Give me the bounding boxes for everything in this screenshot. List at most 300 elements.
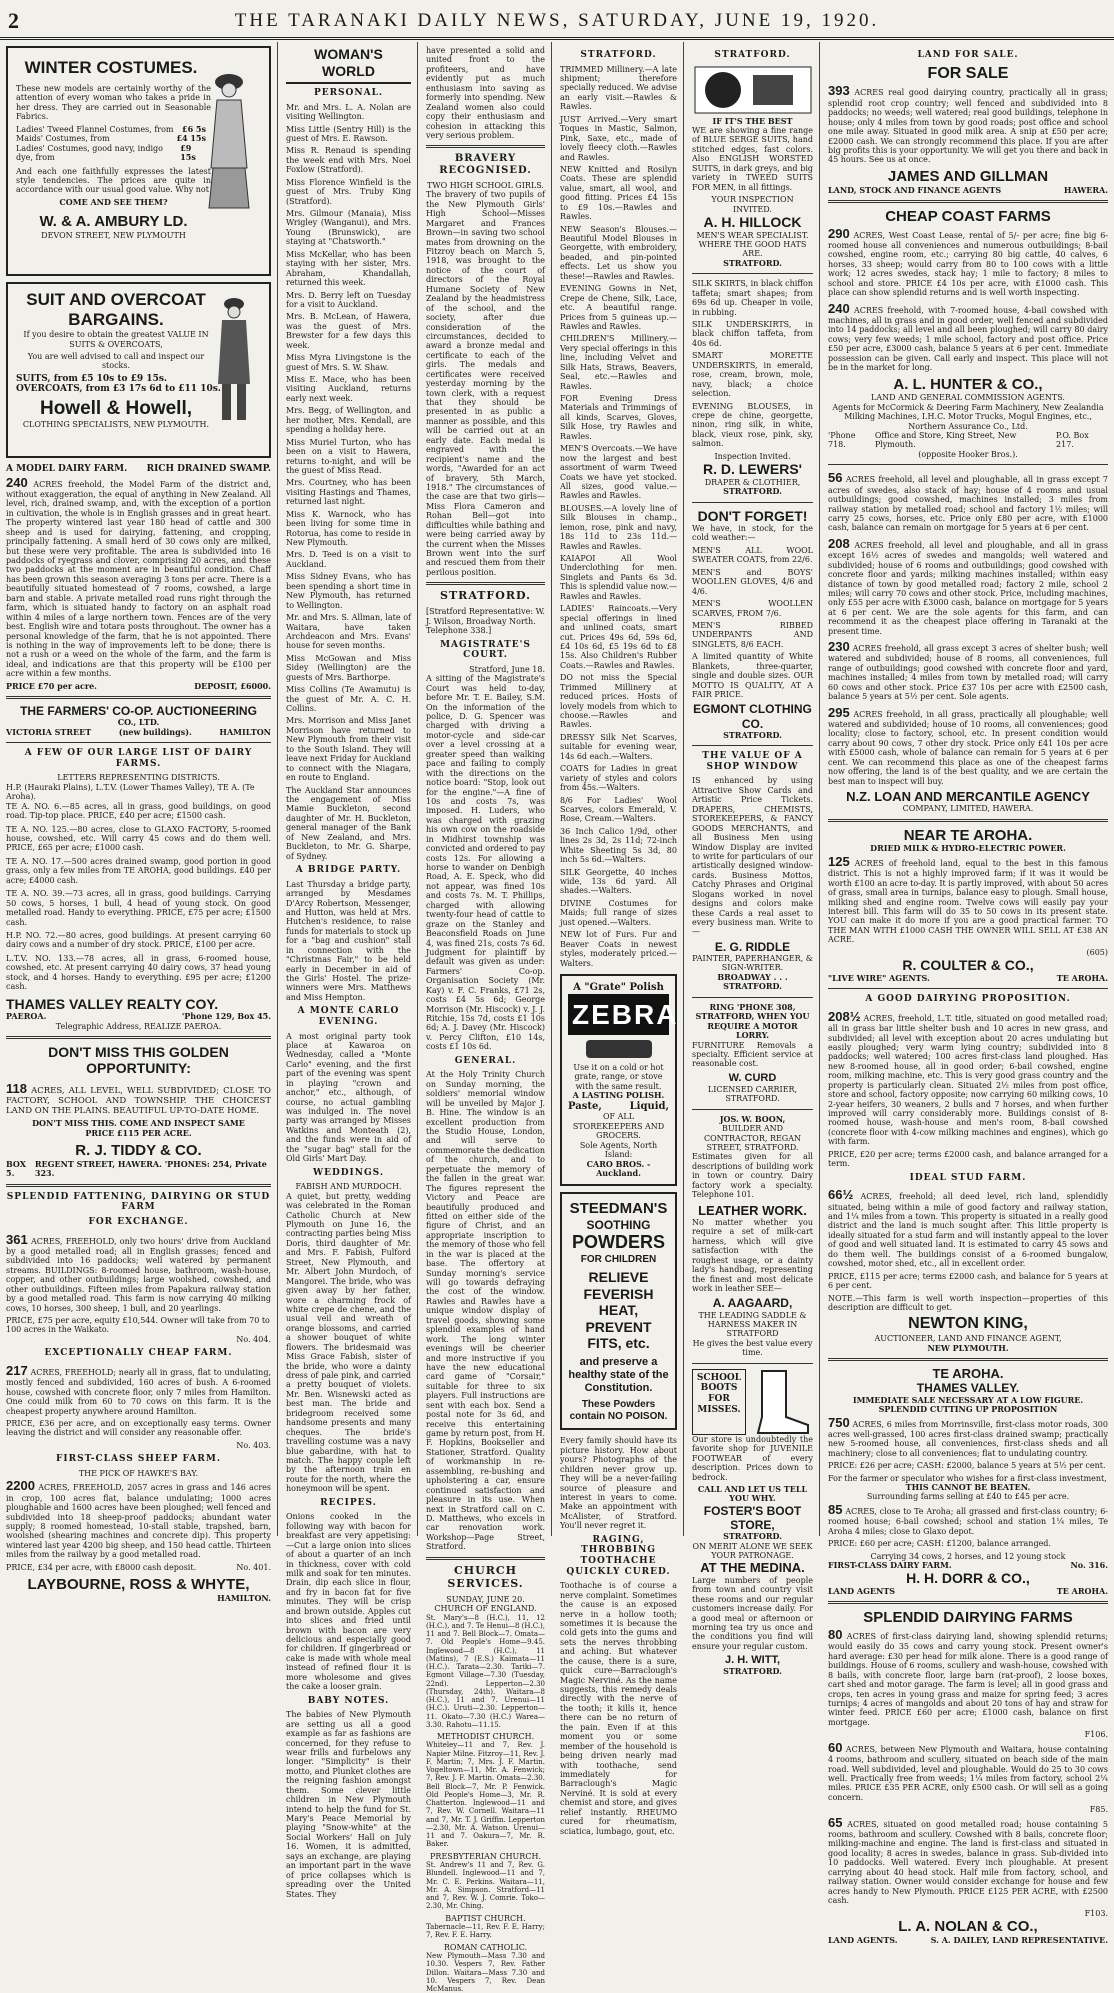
hunter-opp: (opposite Hooker Bros.).	[918, 449, 1018, 459]
steed-name: STEEDMAN'S	[569, 1200, 668, 1218]
tiddy-addr: REGENT STREET, HAWERA. 'PHONES: 254, Private 323.	[34, 1158, 267, 1179]
classified-item: NEW lot of Furs. Fur and Beaver Coats in newest styles, moderately priced.—Walters.	[560, 930, 677, 968]
listing-290: 290 ACRES, West Coast Lease, rental of 5/- per acre; fine big 6-roomed house all conveniences and numerous outbuildings; 8-bail cowshed, engine room, etc.; carrying 80 big cattle, 40 calves, 6 horses, 33 sheep; would carry from 80 to 100 cows with a little work; 12 acres swedes, stack hay; 1 mile to factory; 8 miles to school and store. PRICE £4 10s per acre, with £1000 cash. This place can show splendid returns and is well worth inspecting.	[828, 225, 1109, 298]
hunter-phone: 'Phone 718.	[828, 431, 856, 450]
listing-60: 60 ACRES, between New Plymouth and Waitara, house containing 4 rooms, bathroom and scullery, situated on beach side of the main road. Well subdivided, level and ploughable. Would do 25 to 30 cows well. Practically free from weeds; 1¼ miles from factory, school 2¼ miles. PRICE £35 PER ACRE, only £500 cash. Or will sell as a going concern.	[828, 1739, 1108, 1802]
golden-price: PRICE £115 PER ACRE.	[85, 1127, 192, 1138]
listing-295: 295 ACRES freehold, in all grass, practically all ploughable; well watered and subdivided; house of 10 rooms, all conveniences; good locality; close to factory, school, etc. In present condition would carry about 90 cows, 7 other dry stock. Price only £41 10s per acre with £5000 cash, whole of balance can remain for 5 years at 6 per cent. We can recommend this place as one of the cheapest farms now offering, the land is of the best quality, and we are certain the best man to inspect will buy.	[828, 704, 1108, 786]
personal-item: Mrs. D. Teed is on a visit to Auckland.	[286, 550, 411, 569]
window-heading: THE VALUE OF A SHOP WINDOW	[702, 751, 803, 772]
cont-text: have presented a solid and united front to the profiteers, and have evidently put as much enthusiasm into saving as formerly into spending. New Zealand women also could copy their enthusiasm and cohesion in attacking this very serious problem.	[426, 46, 545, 140]
eng-text: St. Mary's—8 (H.C.), 11, 12 (H.C.), and 7. Te Henui—8 (H.C.), 11 and 7. Bell Block—7. Omata—7. Old People's Home—9.45. Inglewood—8 (H.C.), 11 (Matins), 7 (E.S.) Kaimata—11 (H.C.). Tarata—2.30. Tariki—7. Egmont Village—7.30 (Tuesday, 22nd). Lepperton—2.30 (Thursday, 24th). Waitara—8 (H.C.), 11 and 7. Urenui—11 (H.C.). Uruti—2.30. Lepperton—11. Okato—7.30 (H.C.) Warea—3.30. Rahotu—11.15.	[426, 1613, 545, 1729]
polish-tin-image	[584, 1038, 654, 1060]
forget-item: MEN'S WOOLLEN SCARVES, FROM 7/6.	[692, 599, 813, 618]
forget-item: MEN'S and BOYS' WOOLLEN GLOVES, 4/6 and 4/6.	[692, 567, 813, 596]
personal-item: Mrs. Gilmour (Manaia), Miss Wrigley (Wanganui), and Mrs. Young (Brunswick), are staying at "Chatsworth."	[286, 209, 411, 247]
lewers-inspect: Inspection Invited.	[714, 451, 791, 461]
bridge-heading: A BRIDGE PARTY.	[295, 865, 402, 876]
boon-text: Estimates given for all descriptions of building work in town or country. Dairy factory work a specialty. Telephone 101.	[692, 1152, 813, 1200]
egmont-firm: EGMONT CLOTHING CO.	[693, 702, 812, 731]
stratford-heading-3: STRATFORD.	[714, 50, 791, 60]
fatten-price: PRICE, £75 per acre, equity £10,544. Owner will take from 70 to 100 acres in the Waikato.	[6, 1316, 270, 1335]
foster-town: STRATFORD.	[723, 1531, 782, 1542]
court-text: A sitting of the Magistrate's Court was held to-day, before Mr. T. E. Bailey, S.M. On the information of the police, D. G. Spencer was charged with driving a motor-cycle and side-car over a level crossing at a greater speed than walking pace and failing to comply with the directions on the notice board: "Stop, look out for the engine."—A fine of 10s and costs 7s, was imposed. H. Luders, who was charged with grazing his own cow on the roadside in Midhirst township was convicted and ordered to pay costs 12s. For allowing a horse to wander on Denbigh Road, A. E. Speck, who did not appear, was fined 10s and costs 7s. M. T. Phillips, charged with allowing twenty-four head of cattle to graze on the Stanley and Beaconsfield Roads on June 4, was fined 21s, costs 7s 6d. Judgment for plaintiff by default was given as under: Farmers' Co-op. Organisation Society (Mr. Kay) v. F. C. Franks, £71 2s, costs £4 5s 6d; George Morrison (Mr. Hiscock) v. J. J. Ritchie, 15s 7d, costs £1 10s 6d; A. J. Davey (Mr. Hiscock) v. Percy Clifton, £10 14s, costs £1 10s 6d.	[426, 674, 545, 1052]
aroha-heading: NEAR TE AROHA.	[903, 826, 1033, 844]
stratford-heading: STRATFORD.	[440, 589, 531, 603]
listing-80: 80 ACRES of first-class dairying land, showing splendid returns; would easily do 35 cows and carry young stock. Present owner's hard average: £30 per head for milk alone. There is a good range of buildings. House of 6 rooms, scullery and wash-house, cowshed with 8 bails, with concrete floor, large barn (rat-proof), 2 loose boxes, cart shed and motor garage. The farm is level; all in good grass and crops, ten acres in young grass and maize for spring feed; 3 acres turnips; 4 acres of mangolds and about 20 tons of hay and straw for winter feed. PRICE £60 per acre; £1000 cash, balance on first mortgage.	[828, 1627, 1108, 1727]
hillock-where: WHERE THE GOOD HATS ARE.	[698, 239, 807, 259]
land-heading: LAND FOR SALE.	[917, 50, 1019, 60]
personal-heading: PERSONAL.	[313, 88, 384, 99]
nolan-sub: LAND AGENTS.	[828, 1934, 898, 1945]
listing-240: 240 ACRES freehold, with 7-roomed house, 4-bail cowshed with machines, all in grass and in good order, well fenced and subdivided into 14 paddocks; all level and all been ploughed; will carry 80 dairy cows; very few weeds; 1 mile school, factory and post office. Price £50 per acre, £3000 cash, balance 5 years at 6 per cent. Immediate possession can be given. Call early and inspect. This place will not be in the market for long.	[828, 300, 1108, 373]
ring-text: RING 'PHONE 308, STRATFORD, WHEN YOU REQUIRE A MOTOR LORRY.	[695, 1001, 810, 1041]
aroha-sub: DRIED MILK & HYDRO-ELECTRIC POWER.	[870, 843, 1066, 854]
womans-world-title: WOMAN'S WORLD	[286, 46, 411, 84]
surround-text: Surrounding farms selling at £40 to £45 per acre.	[866, 1492, 1070, 1502]
column-4	[554, 42, 684, 1836]
suit-intro-2: You are well advised to call and inspect our stocks.	[27, 351, 205, 371]
curd-sub: LICENSED CARRIER, STRATFORD.	[707, 1084, 798, 1104]
bridge-text: Last Thursday a bridge party, arranged by Mesdames D'Arcy Robertson, Messenger, and Hutton, was held at Mrs. Hutchen's residence, to raise funds for materials to stock up for a "bag and cushion" stall in connection with the "Christmas Fair," to be held early in December in aid of the Girls' Hostel. The prize-winners were Mrs. Matthews and Miss Hempton.	[286, 879, 411, 1002]
steed-sooth: SOOTHING	[586, 1218, 651, 1233]
farmers-street: VICTORIA STREET	[6, 726, 92, 737]
recipes-heading: RECIPES.	[320, 1497, 377, 1508]
grate-polish-ad	[560, 974, 677, 1186]
dairy-title: A FEW OF OUR LARGE LIST OF DAIRY FARMS.	[24, 748, 253, 769]
golden-title: DON'T MISS THIS GOLDEN	[48, 1043, 229, 1060]
riddle-sub: PAINTER, PAPERHANGER, & SIGN-WRITER.	[692, 954, 813, 973]
column-2	[280, 42, 418, 1899]
cheap-text: 217 ACRES, FREEHOLD; nearly all in grass, flat to undulating, mostly fenced and subdivided, 160 acres of bush. A 6-roomed house, cowshed with concrete floor, only 7 miles from Hamilton. One could milk from 60 to 70 cows on this farm. It is the cheapest property anywhere around Hamilton.	[6, 1362, 271, 1416]
newton-town: NEW PLYMOUTH.	[927, 1342, 1009, 1353]
steed-preserve: and preserve a healthy state of the Constitution.	[568, 1355, 669, 1394]
school-boots-label: SCHOOL BOOTS FOR MISSES.	[692, 1369, 746, 1435]
personal-item: Mrs. Morrison and Miss Janet Morrison have returned to New Plymouth from their visit to the South Island. They will leave next Friday for Auckland to connect with the Niagara, en route to England.	[286, 716, 411, 783]
personal-item: Miss E. Mace, who has been visiting Auckland, returns early next week.	[286, 375, 411, 403]
boots-call: CALL AND LET US TELL YOU WHY.	[697, 1483, 808, 1504]
witt-town: STRATFORD.	[723, 1666, 782, 1677]
riddle-firm: E. G. RIDDLE	[714, 939, 791, 954]
newspaper-title: THE TARANAKI DAILY NEWS, SATURDAY, JUNE 19, 1920.	[234, 10, 880, 31]
hawkes-sub: THE PICK OF HAWKE'S BAY.	[78, 1468, 199, 1478]
nolan-firm: L. A. NOLAN & CO.,	[898, 1917, 1038, 1935]
newton-sub: AUCTIONEER, LAND AND FINANCE AGENT,	[874, 1334, 1062, 1344]
grate-sold: OF ALL STOREKEEPERS AND GROCERS.	[572, 1112, 665, 1141]
farmers-co: CO., LTD.	[117, 717, 160, 728]
personal-item: Miss Florence Winfield is the guest of Mrs. Truby King (Stratford).	[286, 177, 411, 206]
aagaard-sub: THE LEADING SADDLE & HARNESS MAKER IN STRATFORD	[698, 1310, 807, 1339]
forsale-heading: FOR SALE	[927, 64, 1009, 82]
court-heading: MAGISTRATE'S COURT.	[440, 639, 531, 661]
first-class-text: FIRST-CLASS DAIRY FARM.	[828, 1559, 952, 1570]
church-heading: CHURCH SERVICES.	[447, 1563, 524, 1590]
laybourne-town: HAMILTON.	[217, 1592, 271, 1603]
te-aroha-heading: TE AROHA.	[932, 1366, 1004, 1382]
jg-sub: LAND, STOCK AND FINANCE AGENTS	[828, 184, 1002, 195]
dorr-firm: H. H. DORR & CO.,	[906, 1570, 1030, 1587]
model-deposit: DEPOSIT, £6000.	[194, 680, 271, 691]
recipes-text: Onions cooked in the following way with bacon for breakfast are very appetising:—Cut a large onion into slices of about a quarter of an inch in thickness, cover with cold milk and soak for ten minutes. Drain, dip each slice in flour, and fry in bacon fat for five minutes. They will be crisp and brown outside. Apples cut into slices and fried until brown with bacon are very delicious and especially good for children. If gingerbread or cake is made with whole meal instead of refined flour it is more wholesome and gives the cake a looser grain.	[286, 1512, 411, 1692]
photo-ad: Every family should have its picture history. How about yours? Photographs of the children never grow up. They will be a never-failing source of pleasure and interest in years to come. Make an appointment with McAlister, of Stratford. You'll never regret it.	[560, 1436, 677, 1531]
model-head-right: RICH DRAINED SWAMP.	[146, 464, 271, 474]
if-its-best-tag: IF IT'S THE BEST	[712, 115, 793, 126]
forget-item: MEN'S RIBBED UNDERPANTS AND SINGLETS, 8/6 EACH.	[692, 620, 813, 649]
golden-title-2: OPPORTUNITY:	[86, 1060, 191, 1077]
personal-item: Mr. and Mrs. S. Allman, late of Waitara, have taken Archdeacon and Mrs. Evans' house for seven months.	[286, 613, 411, 651]
hawkes-title: FIRST-CLASS SHEEP FARM.	[56, 1454, 221, 1465]
classified-item: MEN'S Overcoats.—We have now the largest and best assortment of warm Tweed Coats we have yet stocked. All sizes, good value.—Rawles and Rawles.	[560, 444, 677, 501]
dairy-item: TE A. NO. 6.—85 acres, all in grass, good buildings, on good road. Tip-top place. PRICE, £40 per acre; £1500 cash.	[6, 801, 271, 821]
farmers-coop-ad	[6, 704, 271, 737]
personal-item: Miss Sidney Evans, who has been spending a short time in New Plymouth, has returned to Wellington.	[286, 572, 411, 610]
foster-firm: FOSTER'S BOOT STORE,	[703, 1503, 802, 1533]
suit-title-2: BARGAINS.	[68, 310, 164, 330]
laybourne-firm: LAYBOURNE, ROSS & WHYTE,	[27, 1576, 250, 1594]
hillock-firm: A. H. HILLOCK	[703, 213, 802, 230]
forget-item: We have, in stock, for the cold weather:—	[692, 524, 813, 543]
ref-f103: F103.	[1084, 1908, 1108, 1918]
grate-paste: Paste,	[568, 1100, 602, 1112]
coulter-sub: "LIVE WIRE" AGENTS.	[828, 972, 930, 983]
farmers-bldg: (new buildings).	[118, 726, 192, 737]
weddings-heading: WEDDINGS.	[312, 1167, 384, 1178]
listing-66: 66½ ACRES, freehold; all deed level, rich land, splendidly situated, being within a mile of good factory and railway station, and 1¼ miles from a town. This property is situated in a really good district and the land is much sought after. This little property is ideally situated for a stud farm and will instantly appeal to the lover of good and well situated land. It is estimated to carry 45 sows and do them well. The buildings consist of a 6-roomed bungalow, cowshed, motor shed, etc., all in excellent order.	[828, 1187, 1108, 1269]
listing-750: 750 ACRES, 6 miles from Morrinsville, first-class motor roads, 300 acres well-grassed, 100 acres first-class drained swamp; practically new 5-roomed house, all conveniences, first-class sheds and all machinery; close to all conveniences; flat to undulating country.	[828, 1414, 1108, 1458]
page-number: 2	[8, 8, 19, 33]
lewers-firm: R. D. LEWERS'	[703, 461, 802, 478]
boot-image	[750, 1369, 810, 1435]
nzl-firm: N.Z. LOAN AND MERCANTILE AGENCY	[846, 789, 1090, 805]
steed-nopoison: These Powders contain NO POISON.	[569, 1398, 668, 1422]
furniture-text: FURNITURE Removals a specialty. Efficient service at reasonable cost.	[692, 1040, 813, 1069]
hillock-sub: MEN'S WEAR SPECIALIST.	[696, 230, 809, 240]
spec-text: For the farmer or speculator who wishes for a first-class investment,	[828, 1473, 1107, 1483]
costume-figure-image	[199, 68, 259, 218]
howell-sub: CLOTHING SPECIALISTS, NEW PLYMOUTH.	[22, 420, 210, 430]
hunter-agents: Agents for McCormick & Deering Farm Machinery, New Zealandia Milking Machines, I.H.C. Motor Trucks, Mogul Engines, etc., Northern Assurance Co., Ltd.	[832, 402, 1104, 431]
winter-intro: These new models are certainly worthy of the attention of every woman who takes a pride in her dress. They are carried out in Seasonable Fabrics.	[16, 84, 211, 122]
forget-item: A limited quantity of White Blankets, three-quarter, single and double sizes. OUR MOTTO IS QUALITY, AT A FAIR PRICE.	[692, 652, 813, 700]
school-boots-ad	[692, 1369, 813, 1435]
thames-realty-ad	[6, 996, 271, 1031]
zebra-logo: ZEBRA	[568, 994, 669, 1035]
court-date: Stratford, June 18.	[469, 664, 545, 674]
if-its-best-logo	[693, 65, 813, 115]
carry-85: Carrying 34 cows, 2 horses, and 12 young stock	[870, 1551, 1066, 1561]
listing-393: 393 ACRES real good dairying country, practically all in grass; splendid root crop country; well fenced and subdivided into 8 paddocks; no weeds; well watered; real good buildings, telephone in house; only 4 miles from town by good roads; post office and school one mile away. Situated in good milk area. A snip at £50 per acre; £2000 cash. We can strongly recommend this place. If you are after big profits this is your opportunity. We will get you there and back in 45 hours. See us at once.	[828, 83, 1109, 165]
personal-item: Mrs. Begg, of Wellington, and her mother, Mrs. Kendall, are spending a holiday here.	[286, 406, 411, 435]
merit-text: ON MERIT ALONE WE SEEK YOUR PATRONAGE.	[692, 1541, 813, 1561]
personal-item: Miss McGowan and Miss Sidey (Wellington) are the guests of Mrs. Barthorpe.	[286, 653, 411, 682]
coulter-firm: R. COULTER & CO.,	[902, 957, 1034, 974]
nzl-sub: COMPANY, LIMITED, HAWERA.	[902, 804, 1034, 814]
window-text: IS enhanced by using Attractive Show Cards and Artistic Price Tickets. DRAPERS, CHEMISTS, STOREKEEPERS, & FANCY GOODS MERCHANTS, and all Business Men using Window Display are invited to write for particulars of our artistically designed window-cards. Business Mottos, Catchy Phrases and Original Slogans worked in novel designs and colors make these Cards a real asset to every business man. Write to—	[692, 776, 813, 937]
ref-605: (605)	[1086, 947, 1108, 957]
general-heading: GENERAL.	[454, 1055, 517, 1066]
classified-item: COATS for Ladies in great variety of styles and colors from 45s.—Walters.	[560, 764, 677, 793]
cheap-title: EXCEPTIONALLY CHEAP FARM.	[44, 1348, 233, 1359]
egmont-town: STRATFORD.	[723, 729, 782, 740]
leather-heading: LEATHER WORK.	[698, 1202, 807, 1218]
dairy-prop-heading: A GOOD DAIRYING PROPOSITION.	[865, 994, 1071, 1005]
church-sunday: SUNDAY, JUNE 20.	[446, 1594, 525, 1604]
immediate-text: IMMEDIATE SALE NECESSARY AT A LOW FIGURE.	[852, 1394, 1084, 1405]
thames-phone: 'Phone 129, Box 45.	[181, 1011, 271, 1022]
classified-item: DRESSY Silk Net Scarves, suitable for evening wear, 14s 6d each.—Walters.	[560, 732, 677, 761]
classified-item: TRIMMED Millinery.—A late shipment; therefore specially reduced. We advise an early visit.—Rawles & Rawles.	[560, 64, 677, 112]
fatten-text: 361 ACRES, FREEHOLD, only two hours' drive from Auckland by a good metalled road; all in English grasses; fenced and subdivided into 16 paddocks; well watered by permanent streams. BUILDINGS: 8-roomed house, bathroom, wash-house, copper, and other outbuildings; large woolshed, cowshed, and other outbuildings. Fifteen miles from Papakura railway station by a good metalled road. This farm is now carrying 40 milking cows, 10 horses, 300 sheep, 1 bull, and 20 yearlings.	[6, 1231, 271, 1313]
listing-208b: 208½ ACRES, freehold, L.T. title, situated on good metalled road; all in grass bar little shelter bush and 10 acres in new grass, and subdivided; all level with exception about 20 acres undulating but easily ploughed; very warm lying country; subdivided into 8 paddocks; well watered; 100 acres first-class land ploughed. Has new 8-roomed house, all in good order; 6-bail cowshed, engine room, milking machine, etc. This is very good grass country and the property is particularly clean. Situated 2½ miles from post office, store and school, factory opposite; now carrying 60 milking cows, 10 2-year heifers, 30 weaners, 2 bulls and 7 horses, and when further improved will carry considerably more. Buildings consist of 8-roomed house, wash-house and men's room, 8-bail cowshed (concrete floor with 4-cow milking machines and engines), which go with farm.	[828, 1008, 1109, 1147]
coulter-town: TE AROHA.	[1056, 972, 1108, 983]
hawkes-text: 2200 ACRES, FREEHOLD, 2057 acres in grass and 146 acres in crop, 100 acres flat, balance undulating; 1000 acres ploughable and 1600 acres have been ploughed; well fenced and subdivided into 18 sheep-proof paddocks; abundant water supply; 8 roomed homestead, 10-stall stable, trapshed, barn, woolshed (shearing machines and concrete dip). This property wintered last year 4200 big sheep, and 150 head cattle. Thirteen miles from the railway by a good metalled road.	[6, 1478, 271, 1560]
grate-a: A "Grate" Polish	[573, 981, 664, 993]
listing-208: 208 ACRES freehold, all level and ploughable, and all in grass except 16½ acres of swedes and mangolds; well watered and subdivided; house of 6 rooms and outbuildings; good cowshed with concrete floor and yards; milking machines installed; within easy distance of town by good metalled road; factory 2 mile, school 2 miles; will carry 70 cows and other stock. Price, including machines, only £55 per acre with £3000 cash, balance on mortgage for 5 years at 6 per cent. We are the sole agents for this farm, and can recommend it as the cheapest place offering in Taranaki at the present time.	[828, 535, 1108, 636]
price-208b: PRICE, £20 per acre; terms £2000 cash, and balance arranged for a term.	[828, 1149, 1108, 1169]
bravery-text: The bravery of two pupils of the New Plymouth Girls' High School—Misses Margaret and Frances Brown—in saving two school mates from drowning on the Fitzroy beach on March 5, 1918, was brought to the notice of the court of directors of the Royal Humane Society of New Zealand by the headmistress of the school, and the society, after due consideration of the circumstances, decided to award a bronze medal and certificate to each of the girls. The medals and certificates were received yesterday morning by the town clerk, with a request that they should be presented in as public a manner as possible, and this will be carried out at an early date. Each medal is engraved with the recipient's name and the words, "Awarded for an act of bravery, 5th March, 1918." The circumstances of the case are that two girls—Miss Flora Cameron and Rohan Bell—got into difficulties while bathing and were being carried away by the current when the Misses Brown went into the surf and rescued them from their perilous position.	[426, 190, 545, 577]
rc-text: New Plymouth—Mass 7.30 and 10.30. Vespers 7, Rev. Father Dillon. Waitara—Mass 7.30 and 10. Vespers 7, Rev. Dean McManus.	[426, 1952, 545, 1993]
carlo-heading: A MONTE CARLO EVENING.	[297, 1006, 400, 1027]
eng-heading: CHURCH OF ENGLAND.	[434, 1604, 537, 1614]
personal-item: Miss Little (Sentry Hill) is the guest of Mrs. E. Rawson.	[286, 124, 411, 143]
listing-56: 56 ACRES freehold, all level and ploughable, all in grass except 7 acres of swedes, also stack of hay; house of 4 rooms and usual outbuildings; good cowshed, machines installed; 3 miles from railway station by metalled road; school and factory 1½ miles; will carry 25 cows, horses, etc. Price only £80 per acre, with £1000 cash, balance can remain on mortgage for 5 years at 6 per cent.	[828, 470, 1108, 533]
model-dairy-farm-ad	[6, 464, 271, 691]
lewers-item: EVENING BLOUSES, in crepe de chine, georgette, ninon, ring silk, in white, black, vieux rose, pink, sky, salmon.	[692, 401, 813, 449]
dairy-sub: LETTERS REPRESENTING DISTRICTS.	[57, 773, 220, 783]
personal-item: Mrs. Courtney, who has been visiting Hastings and Thames, returned last night.	[286, 478, 411, 507]
fabish-heading: FABISH AND MURDOCH.	[295, 1182, 402, 1192]
cheap-ref: No. 403.	[236, 1440, 271, 1450]
lewers-item: SILK SKIRTS, in black chiffon taffeta; smart shapes; from 69s 6d up. Cheaper in voile, in rubbing.	[692, 279, 814, 317]
hawkes-ref: No. 401.	[236, 1562, 271, 1572]
personal-item: Mr. and Mrs. L. A. Nolan are visiting Wellington.	[286, 102, 411, 122]
classified-item: FOR Evening Dress Materials and Trimmings of all kinds, Scarves, Gloves, Silk Hose, try Rawles and Rawles.	[560, 394, 677, 441]
masthead	[0, 0, 1114, 40]
pres-text: St. Andrew's 11 and 7, Rev. G. Blundell. Inglewood—11 and 7, Mr. C. E. Perkins. Waitara—11, Mr. A. Simpson. Stratford—11 and 7, Rev. W. J. Comrie. Toko—2.30, Mr. Ching.	[426, 1861, 545, 1911]
cutup-text: SPLENDID CUTTING UP PROPOSITION	[878, 1404, 1058, 1415]
suit-figure-image	[206, 294, 261, 424]
classified-item: NEW Season's Blouses.—Beautiful Model Blouses in Georgette, with embroidery, beaded, and pin-pointed effects. Let us show you these!—Rawles and Rawles.	[560, 224, 677, 281]
farmers-title: THE FARMERS' CO-OP. AUCTIONEERING	[20, 704, 257, 719]
coast-heading: CHEAP COAST FARMS	[885, 208, 1051, 225]
exchange-farm-ad	[6, 1192, 271, 1604]
classified-item: EVENING Gowns in Net, Crepe de Chene, Silk, Lace, etc. A beautiful range. Prices from 5 guineas up.—Rawles and Rawles.	[560, 284, 677, 331]
boon-firm: JOS. W. BOON,	[719, 1113, 786, 1124]
column-5	[686, 42, 820, 1677]
steed-relieve: RELIEVE FEVERISH HEAT, PREVENT FITS, etc.	[583, 1269, 654, 1352]
fatten-title: SPLENDID FATTENING, DAIRYING OR STUD FARM	[6, 1191, 271, 1213]
classified-item: LADIES' Raincoats.—Very special offerings in lined and unlined coats, smart cut. Prices 49s 6d, 59s 6d, £4 10s 6d, £5 19s 6d to £8 15s. Also Children's Rubber Coats.—Rawles and Rawles.	[560, 604, 677, 670]
grate-lines: Use it on a cold or hot grate, range, or stove with the same result.	[573, 1062, 664, 1091]
classified-item: CHILDREN'S Millinery.—Very special offerings in this line, including Velvet and Silk Hats, Straws, Beavers, Seal, etc.—Rawles and Rawles.	[560, 334, 677, 391]
hunter-firm: A. L. HUNTER & CO.,	[893, 375, 1043, 393]
hillock-text: WE are showing a fine range of BLUE SERGE SUITS, hand stitched edges, fast colors. Also ENGLISH WORSTED SUITS, in dark greys, and big variety in TWEED SUITS FOR MEN, in all fittings.	[692, 126, 813, 192]
classified-item: 8/6 For Ladies' Wool Scarves, colors Emerald, V. Rose, Cream.—Walters.	[560, 795, 677, 824]
medina-text: Large numbers of people from town and country visit these rooms and our regular customers increase daily. For a good meal or afternoon or morning tea try us once and the conditions you find will ensure your regular custom.	[692, 1575, 813, 1651]
dairy-item: L.T.V. NO. 133.—78 acres, all in grass, 6-roomed house, cowshed, etc. At present carrying 40 dairy cows, 37 head young stock, and 4 horses. Handy to everything. £95 per acre; £1200 cash.	[6, 953, 271, 992]
suit-overcoat-ad	[6, 282, 271, 458]
stud-note: NOTE.—This farm is well worth inspection—properties of this description are difficult to get.	[828, 1293, 1108, 1312]
ref-f106: F106.	[1084, 1730, 1108, 1740]
winter-item: Ladies' Tweed Flannel Costumes, from £6 5s	[16, 123, 206, 134]
column-3	[420, 42, 552, 1993]
cheap-price: PRICE, £36 per acre, and on exceptionally easy terms. Owner leaving the district and will consider any reasonable offer.	[6, 1419, 271, 1438]
lewers-sub: DRAPER & CLOTHIER,	[704, 477, 801, 487]
toothache-heading: RAGING, THROBBING TOOTHACHE QUICKLY CURED.	[566, 1534, 671, 1577]
fatten-ref: No. 404.	[236, 1334, 271, 1344]
personal-item: Mrs. B. McLean, of Hawera, was the guest of Mrs. Brewster for a few days this week.	[286, 312, 411, 350]
forget-item: MEN'S ALL WOOL SWEATER COATS, from 22/6.	[692, 545, 813, 565]
golden-opportunity-ad	[6, 1044, 271, 1179]
farmers-town: HAMILTON	[219, 726, 271, 737]
hunter-sub: LAND AND GENERAL COMMISSION AGENTS.	[871, 393, 1065, 403]
leather-text: No matter whether you require a set of milk-cart harness, which will give satisfaction with the roughest usage, or a dainty lady's handbag, representing the finest and most delicate work in leather SEE—	[692, 1217, 813, 1294]
aagaard-note: He gives the best value every time.	[692, 1338, 813, 1358]
fatten-title-2: FOR EXCHANGE.	[88, 1217, 189, 1227]
nolan-rep: S. A. DAILEY, LAND REPRESENTATIVE.	[930, 1934, 1108, 1945]
lewers-item: SILK UNDERSKIRTS, in black chiffon taffeta, from 40s 6d.	[692, 320, 813, 348]
personal-item: Miss K. Warnock, who has been living for some time in Rotorua, has come to reside in New Plymouth.	[286, 509, 411, 548]
ambury-address: DEVON STREET, NEW PLYMOUTH	[41, 230, 186, 240]
dairy-key: H.P. (Hauraki Plains), L.T.V. (Lower Thames Valley), TE A. (Te Aroha).	[6, 782, 255, 802]
suit-title: SUIT AND OVERCOAT	[26, 290, 206, 309]
hunter-office: Office and Store, King Street, New Plymouth.	[874, 431, 1017, 450]
dairy-item: TE A. NO. 125.—80 acres, close to GLAXO FACTORY, 5-roomed house, cowshed, etc. Will carry 45 cows and do them well. PRICE, £65 per acre; £1000 cash.	[6, 824, 271, 853]
classified-item: SILK Georgette, 40 inches wide, 13s 6d yard. All shades.—Walters.	[560, 867, 677, 896]
winter-item: Maids' Costumes, from £4 15s	[16, 133, 206, 144]
hillock-inspect: YOUR INSPECTION INVITED.	[711, 195, 794, 214]
steed-powd: POWDERS	[571, 1232, 665, 1253]
general-text: At the Holy Trinity Church on Sunday morning, the soldiers' memorial window will be unveiled by Major J. B. Hine. The window is an excellent production from the Studio House, London, and will serve to commemorate the dedication of the church, and to perpetuate the memory of the fallen in the great war. The figures represent the Victory and Peace are beautifully produced and fitted on either side of the figure of Christ, and an appropriate inscription to the memory of those who fell in the war is placed at the base. The offertory at Sunday morning's service will go towards defraying the cost of the window. Rawles and Rawles have a unique window display of travel goods, showing some splendid examples of hand work. The long winter evenings will be cheerier and more instructive if you have the new educational card game of "Corsair," suitable for three to six players. Full instructions are sent with each box. Send a postal note for 3s 6d, and receive this entertaining game by return post, from H. F. Hopkins, Bookseller and Stationer, Stratford. Quality of workmanship in re-assembling, re-bushing and upholstering a car, ensure continued satisfaction and pleasure in its use. When next in Stratford call on C. D. Matthews, who excels in car renovation work. Workshop—Page Street, Stratford.	[426, 1070, 545, 1552]
model-head-left: A MODEL DAIRY FARM.	[6, 464, 128, 474]
winter-title: WINTER COSTUMES.	[24, 58, 198, 77]
dairy-item: TE A. NO. 39.—73 acres, all in grass, good buildings. Carrying 50 cows, 5 horses, 1 bull, 4 head of young stock. On good metalled road. Handy to everything. PRICE, £75 per acre; £1500 cash.	[6, 889, 271, 927]
model-price: PRICE £70 per acre.	[6, 680, 97, 691]
personal-item: Mrs. D. Berry left on Tuesday for a visit to Auckland.	[286, 290, 411, 309]
price-66: PRICE, £115 per acre; terms £2000 cash, and balance for 5 years at 6 per cent.	[828, 1271, 1108, 1291]
forget-heading: DON'T FORGET!	[697, 507, 808, 524]
bravery-heading: BRAVERY RECOGNISED.	[439, 153, 532, 177]
dorr-sub: LAND AGENTS	[828, 1585, 896, 1596]
tiddy-box: BOX 5.	[6, 1158, 26, 1179]
listing-125: 125 ACRES of freehold land, equal to the best in this famous district. This is not a highly improved farm; if it was it would be worth £100 an acre to-day. It is partly improved, with about 50 acres of grass, small area in turnips, balance easy to plough. Small house, milking shed and engine room. Twelve cows will easily pay your interest bill. This farm will do 35 to 50 cows in its present state. YOU can make it do more if you are a good practical farmer. TO THE MAN WITH £1000 CASH THE OWNER WILL SELL AT £38 AN ACRE.	[828, 853, 1108, 945]
splendid-heading: SPLENDID DAIRYING FARMS	[863, 1609, 1073, 1627]
ref-f85: F85.	[1089, 1805, 1108, 1815]
price-750: PRICE: £26 per acre; CASH: £2000, balance 5 years at 5½ per cent.	[828, 1461, 1106, 1471]
boots-text: Our store is undoubtedly the favorite shop for JUVENILE FOOTWEAR of every description. Prices down to bedrock.	[692, 1434, 813, 1482]
steedmans-ad	[560, 1192, 677, 1430]
personal-item: The Auckland Star announces the engagement of Miss Mamie Buckleton, second daughter of Mr. H. Buckleton, general manager of the Bank of New Zealand, and Mrs. Buckleton, to Mr. G. Sharpe, of Sydney.	[286, 785, 411, 861]
classified-item: JUST Arrived.—Very smart Toques in Mastic, Salmon, Pink, Saxe, etc., made of lovely fleecy cloth.—Rawles and Rawles.	[560, 114, 677, 162]
witt-firm: J. H. WITT,	[725, 1654, 780, 1667]
classified-item: NEW Knitted and Rosilyn Coats. These are splendid value, smart, all wool, and good fitting. Prices £4 15s to £9 10s.—Rawles and Rawles.	[560, 164, 677, 222]
stratford-rep: [Stratford Representative: W. J. Wilson, Broadway North. Telephone 338.]	[426, 607, 545, 636]
classified-item: BLOUSES.—A lovely line of Silk Blouses in champ., lemon, rose, pink and navy, 18s 11d to 23s 11d.—Rawles and Rawles.	[560, 503, 677, 551]
newton-firm: NEWTON KING,	[908, 1315, 1028, 1333]
listing-85: 85 ACRES, close to Te Aroha; all grassed and first-class country; 6-roomed house; 6-bail cowshed; school and station 1¼ miles, Te Aroha 4 miles; close to Glaxo depot.	[828, 1501, 1108, 1536]
hawkes-price: PRICE, £34 per acre, with £8000 cash deposit.	[6, 1562, 197, 1572]
lewers-town: STRATFORD.	[723, 486, 782, 497]
suit-intro: If you desire to obtain the greatest VALUE IN SUITS & OVERCOATS,	[23, 330, 209, 349]
beaten-text: THIS CANNOT BE BEATEN.	[905, 1482, 1031, 1493]
personal-item: Miss Muriel Turton, who has been on a visit to Hawera, returns to-night, and will be the guest of Miss Read.	[286, 437, 411, 475]
howell-firm: Howell & Howell,	[39, 398, 193, 420]
personal-item: Miss McKellar, who has been staying with her sister, Mrs. Abraham, Khandallah, returned this week.	[286, 249, 411, 288]
column-6	[822, 42, 1114, 1945]
steed-for: FOR CHILDREN	[580, 1253, 657, 1265]
lewers-item: SMART MORETTE UNDERSKIRTS, in emerald, rose, cream, brown, mole, navy, black; a choice selection.	[692, 351, 813, 399]
classified-item: DIVINE Costumes for Maids; full range of sizes just opened.—Walters.	[560, 898, 677, 927]
meth-heading: METHODIST CHURCH.	[436, 1732, 535, 1742]
fabish-text: A quiet, but pretty, wedding was celebrated in the Roman Catholic Church at New Plymouth on June 16, the contracting parties being Miss Doris, third daughter of Mr. and Mrs. F. Fabish, Fulford Street, New Plymouth, and Mr. Albert John Murdoch, of Mangorei. The bride, who was given away by her father, wore a charming frock of white crepe de chene, and the usual veil and wreath of orange blossoms, and carried a shower bouquet of white flowers. The bridesmaid was Miss Grace Fabish, sister of the bride, who wore a dainty dress of pale pink, and carried a pretty bouquet of violets. Mr. Ben. Wisnewski acted as best man. The bride and bridegroom received some handsome presents and many cheques. The bride's travelling costume was a navy blue gabardine, with hat to match. The happy couple left by the afternoon train en route for the north, where the honeymoon will be spent.	[286, 1191, 411, 1494]
hunter-box: P.O. Box 217.	[1056, 431, 1089, 450]
dairy-farms-list	[6, 748, 271, 991]
grate-lasting: A LASTING POLISH.	[572, 1090, 665, 1101]
dairy-item: TE A. NO. 17.—500 acres drained swamp, good portion in good grass, only a few miles from TE AROHA, good buildings. £40 per acre; £4000 cash.	[6, 856, 271, 885]
winter-outro: And each one faithfully expresses the latest style tendencies. The prices are quite in accordance with our usual good value. Why not	[16, 166, 211, 195]
bap-text: Tabernacle—11, Rev. F. E. Harry; 7, Rev. F. E. Harry.	[426, 1923, 545, 1940]
grate-liquid: Liquid,	[629, 1100, 669, 1112]
thames-tele: Telegraphic Address, REALIZE PAEROA.	[55, 1021, 222, 1031]
personal-item: Miss R. Renaud is spending the week end with Mrs. Noel Foxlow (Stratford).	[286, 146, 411, 175]
toothache-text: Toothache is of course a nerve complaint. Sometimes the cause is an exposed nerve in a hollow tooth; sometimes it is because the cold gets into the gums and sets the nerves throbbing and aching. But whatever the cause, there is a sure, quick cure—Barraclough's Magic Nerviné. As the name suggests, this remedy deals directly with the nerve of the tooth; it kills it, hence there can be no return of the pain. Even if at this moment you or some member of the household is being driven nearly mad with toothache, send immediately for Barraclough's Magic Nerviné. It is sold at every chemist and store, and gives relief instantly. RHEUMO cured for rheumatism, sciatica, lumbago, gout, etc.	[560, 1581, 677, 1836]
dorr-town: TE AROHA.	[1056, 1585, 1108, 1596]
classified-item: DO not miss the Special Trimmed Millinery at reduced prices. Hosts of lovely models from which to choose.—Rawles and Rawles.	[560, 673, 677, 730]
jg-town: HAWERA.	[1063, 184, 1108, 195]
curd-firm: W. CURD	[728, 1071, 777, 1084]
baby-text: The babies of New Plymouth are setting us all a good example as far as fashions are concerned, for they refuse to wear frills and furbelows any longer. "Simplicity" is their motto, and Plunket clothes are the reigning fashion amongst them. Some clever little children in New Plymouth intend to help the fund for St. Mary's Peace Memorial by playing "Snow-white" at the Social Workers' Hall on July 16. Women, it is admitted, says an exchange, are playing an important part in the wave of price collapses which is spreading over the United States. They	[286, 1710, 411, 1899]
dairy-item: H.P. NO. 72.—80 acres, good buildings. At present carrying 60 dairy cows and a number of dry stock. PRICE, £100 per acre.	[6, 930, 271, 950]
winter-item: Ladies' Costumes, good navy, indigo dye, from £9 15s	[16, 142, 196, 163]
classified-item: KAIAPOI All Wool Underclothing for men. Singlets and Pants 6s 3d. This is splendid value now.—Rawles and Rawles.	[560, 554, 677, 601]
medina-heading: AT THE MEDINA.	[700, 1560, 805, 1576]
bravery-sub: TWO HIGH SCHOOL GIRLS.	[427, 180, 544, 190]
carlo-text: A most original party took place at Kawaroa on Wednesday, called a "Monte Carlo" evening, and the first part of the evening was spent in playing "crown and anchor," etc., although, of course, no actual gambling was indulged in. The novel party was arranged by Misses Watkins and Monteath (2), and the funds were in aid of the "sugar bag" stall for the Old Girls' Mart Day.	[286, 1031, 411, 1164]
column-1	[0, 42, 278, 1603]
personal-item: Miss Myra Livingstone is the guest of Mrs. S. W. Shaw.	[286, 353, 411, 372]
riddle-addr: BROADWAY . . . STRATFORD.	[717, 971, 788, 992]
winter-cta: COME AND SEE THEM?	[59, 196, 168, 207]
model-text: 240 ACRES freehold, the Model Farm of the district and, without exaggeration, the equal of anything in New Zealand. All level, rich, drained swamp, and, with the exception of a portion in cultivation, the whole is in English grasses and in great heart. The property wintered last year 180 head of cattle and 300 sheep and is used for dairying, fattening, and cropping, principally fattening. A small herd of 30 cows only are milked, but these were very profitable. The area is subdivided into 16 paddocks of ryegrass and clover, comprising 20 acres, and these two paddocks at the moment are in beautiful condition. Chaff has been grown this season averaging 3 tons per acre. There is a beautifully situated homestead of 7 rooms, cowshed, a large barn and stable. A private metalled road runs right through the farm, which is situated handy to factory on an asphalt road within 4 miles of a large northern town. Fences are of the very best. English wire and totara posts throughout. The owner has a personal knowledge of the farm, that he is not appointed. There is nothing in the way of improvements left to be done; there is not a rush or a weed on the whole of the farm, and the farm is ideal, and indications are that this property will be £100 per acre within a few months.	[6, 474, 271, 679]
baby-heading: BABY NOTES.	[307, 1695, 390, 1706]
listing-65: 65 ACRES, situated on good metalled road; house containing 5 rooms, bathroom and scullery. Cowshed with 8 bails, concrete floor; milking-machine and engine. The land is first-class and situated in good locality; 8 acres in swedes, balance in grass. Sub-divided into 10 paddocks. Well watered. Every inch ploughable. At present carrying about 40 head stock. Half mile from factory, school, and railway station. Owner would consider exchange for house and few acres handy to New Plymouth. PRICE £125 PER ACRE, with £2500 cash.	[828, 1814, 1109, 1906]
thames-town: PAEROA.	[6, 1011, 47, 1022]
golden-cta: DON'T MISS THIS. COME AND INSPECT SAME	[32, 1118, 245, 1129]
price-85: PRICE: £60 per acre; CASH: £1200, balance arranged.	[828, 1539, 1051, 1549]
classified-item: 36 Inch Calico 1/9d, other lines 2s 3d, 2s 11d; 72-inch White Sheeting 5s 3d, 80 inch 5s 6d.—Walters.	[560, 826, 677, 865]
grate-firm: CARO BROS. - Auckland.	[586, 1158, 651, 1178]
aagaard-firm: A. AAGAARD,	[712, 1296, 793, 1311]
thames-title: THAMES VALLEY REALTY COY.	[6, 995, 219, 1012]
tiddy-firm: R. J. TIDDY & CO.	[75, 1142, 202, 1160]
bap-heading: BAPTIST CHURCH.	[445, 1913, 526, 1923]
stud-heading: IDEAL STUD FARM.	[909, 1172, 1027, 1183]
meth-text: Whiteley—11 and 7, Rev. J. Napier Milne. Fitzroy—11, Rev. J. F. Martin; 7, Mrs. J. F. Martin. Vogeltown—11, Mr. A. Fenwick; 7, Rev. J. F. Martin. Omata—2.30. Bell Block—7, Mr. P. Fenwick. Old People's Home—3, Mr. R. Chatterton. Inglewood—11 and 7, Rev. W. Cornell. Waitara—11 and 7, Mr. T. J. Griffin. Lepperton—2.30, Mr. A. Watson. Urenui—11 and 7. Oakura—7, Mr. R. Baker.	[426, 1741, 545, 1849]
stratford-heading-2: STRATFORD.	[580, 50, 657, 60]
boon-sub: BUILDER AND CONTRACTOR, REGAN STREET, STRATFORD.	[704, 1124, 801, 1152]
personal-item: Miss Collins (Te Awamutu) is the guest of Mr. A. C. H. Collins.	[286, 685, 411, 714]
hillock-town: STRATFORD.	[723, 257, 782, 268]
ref-316: No. 316.	[1070, 1559, 1108, 1570]
listing-230: 230 ACRES freehold, all grass except 3 acres of shelter bush; well watered and subdivided; house of 8 rooms, all conveniences, full range of outbuildings; good cowshed with concrete floor and yard, machines installed; 4 miles from town by metalled road; will carry 60 cows and other stock. Price £37 10s per acre with £2500 cash, balance 5 years at 5½ per cent. Sole agents.	[828, 639, 1108, 702]
pres-heading: PRESBYTERIAN CHURCH.	[430, 1851, 541, 1861]
rc-heading: ROMAN CATHOLIC.	[443, 1942, 528, 1952]
suit-overcoats-price: OVERCOATS, from £3 17s 6d to £11 10s.	[16, 384, 221, 395]
ambury-firm: W. & A. AMBURY LD.	[39, 213, 188, 231]
golden-text: 118 ACRES, ALL LEVEL, WELL SUBDIVIDED; CLOSE TO FACTORY, SCHOOL AND TOWNSHIP. THE CHOICEST LAND ON THE PLAINS. BEAUTIFUL UP-TO-DATE HOME.	[6, 1080, 271, 1117]
thames-valley-heading: THAMES VALLEY.	[916, 1381, 1020, 1396]
jg-firm: JAMES AND GILLMAN	[887, 167, 1049, 185]
